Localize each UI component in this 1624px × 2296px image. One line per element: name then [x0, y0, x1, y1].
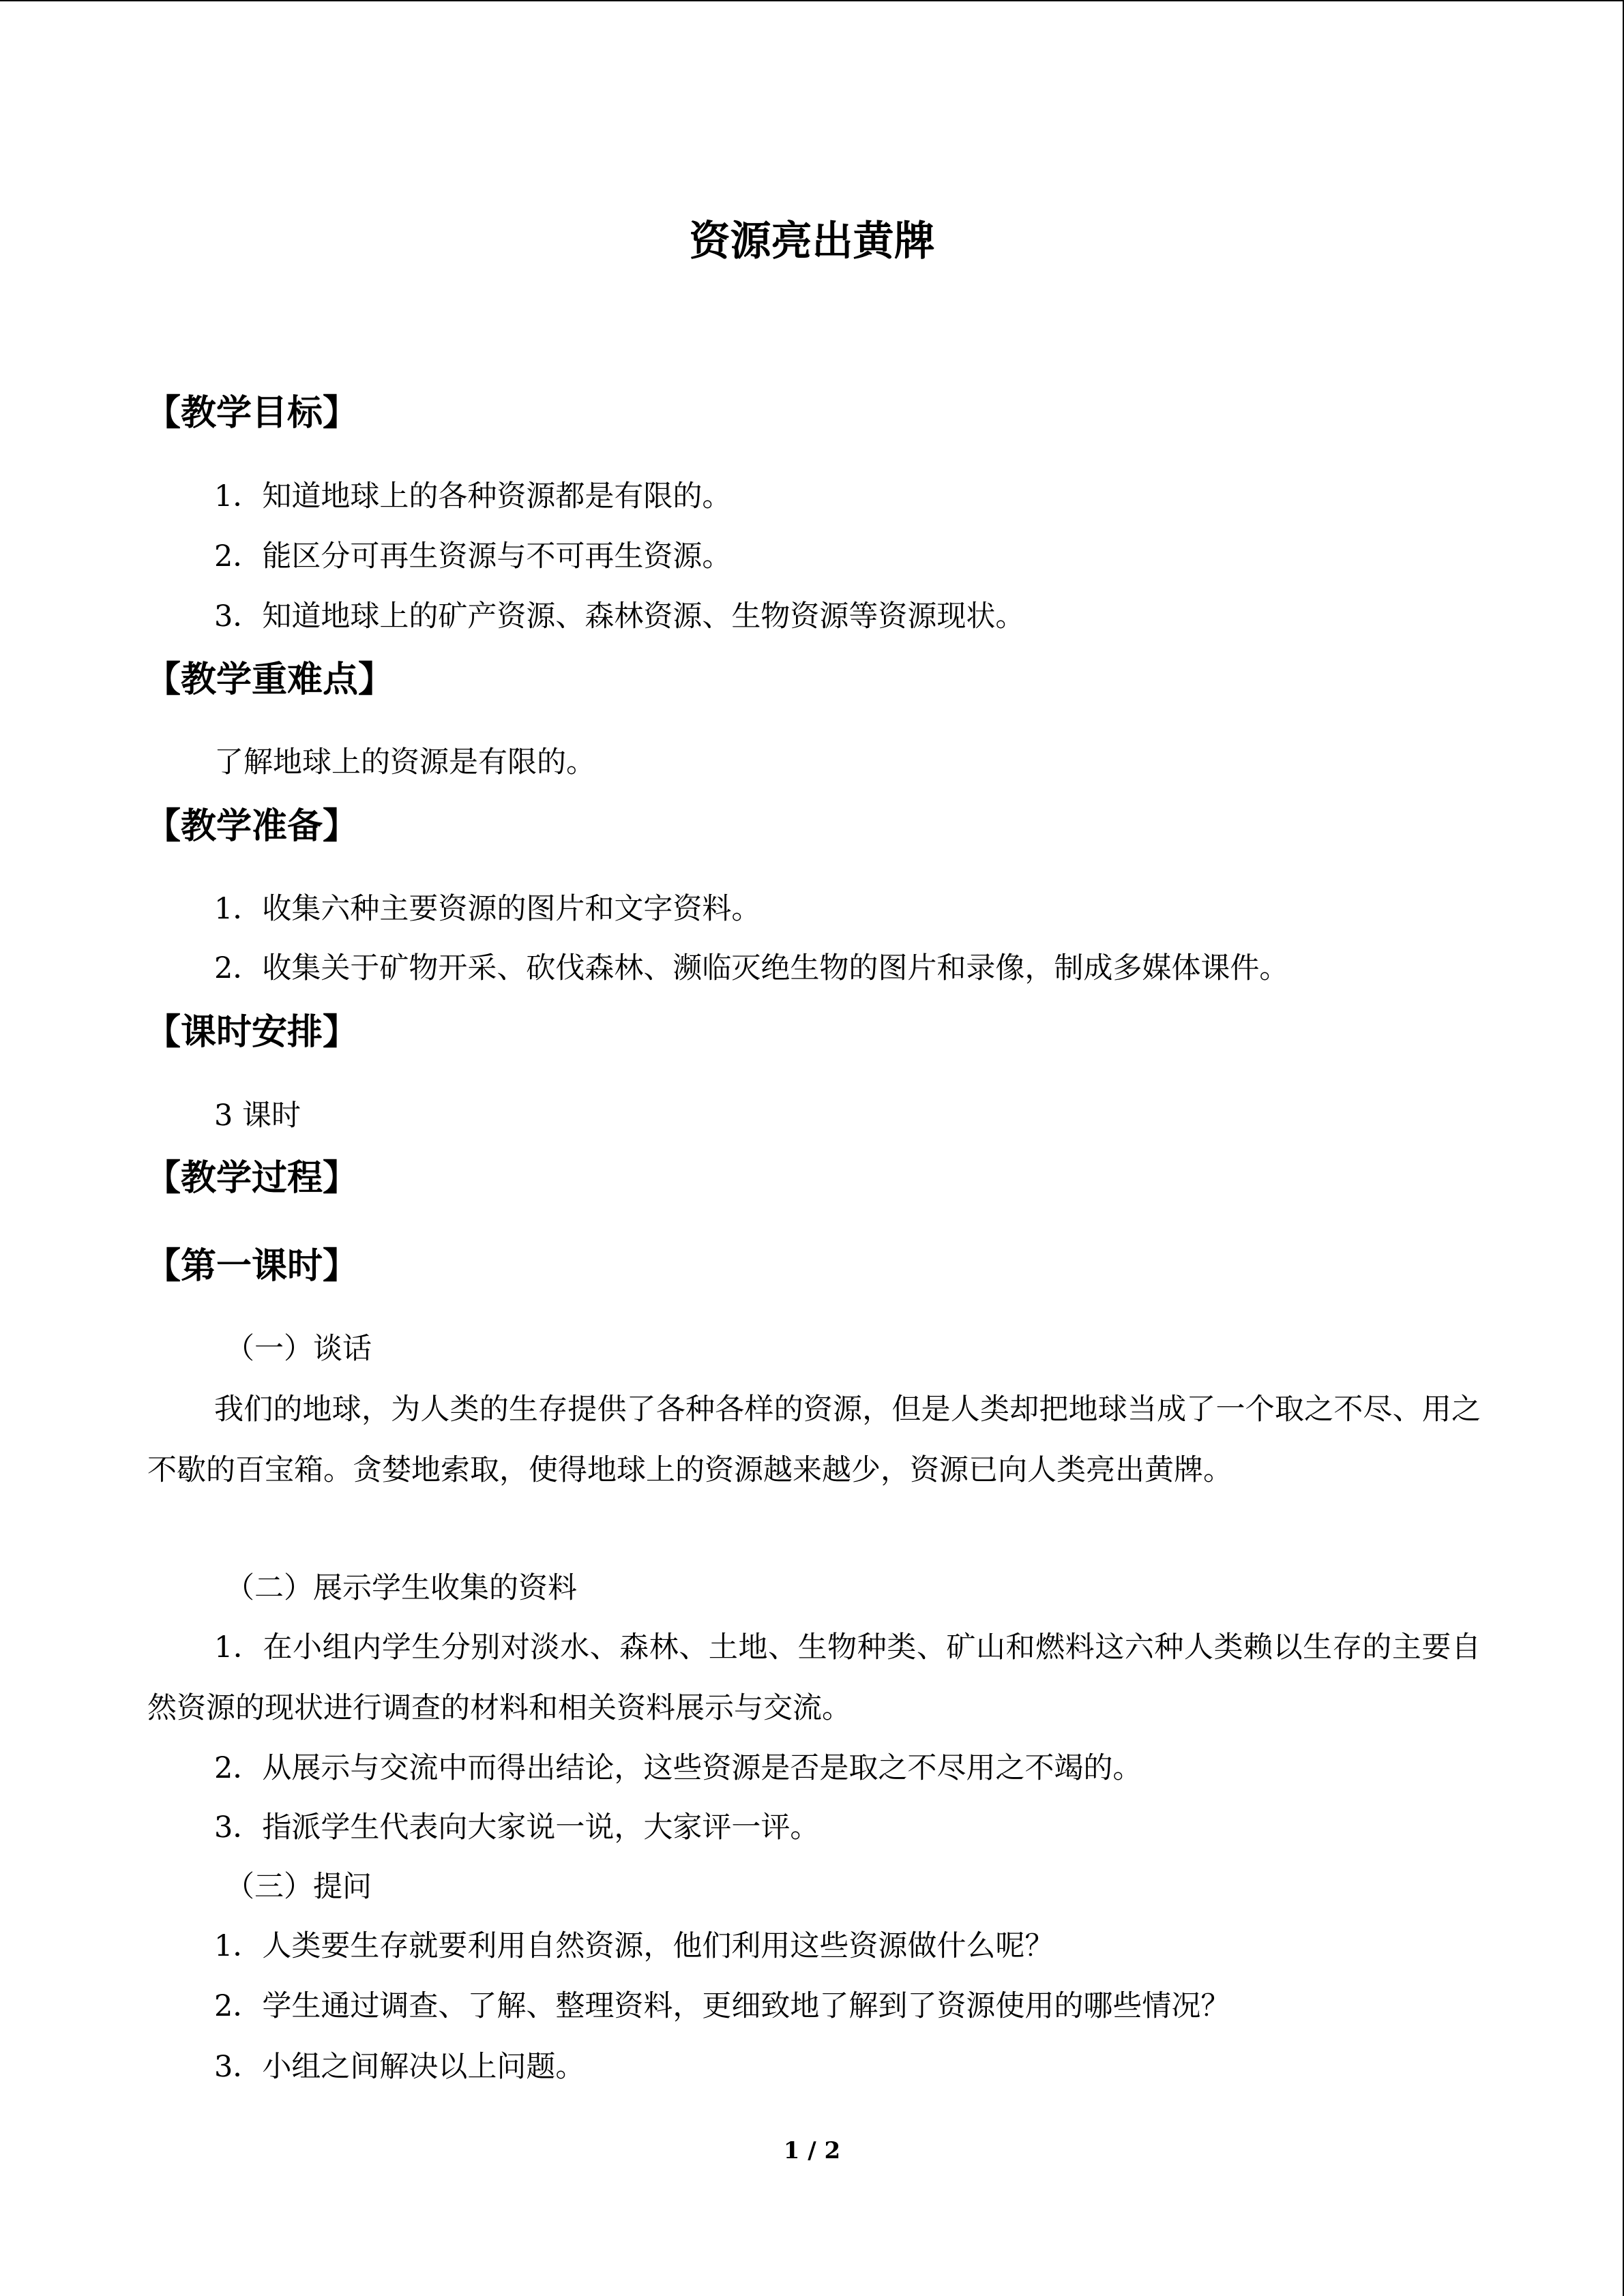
- objective-item: 2．能区分可再生资源与不可再生资源。: [214, 539, 732, 573]
- schedule-text: 3 课时: [214, 1099, 301, 1133]
- key-points-text: 了解地球上的资源是有限的。: [214, 745, 595, 779]
- page-title: 资源亮出黄牌: [689, 218, 935, 265]
- question-item: 3．小组之间解决以上问题。: [214, 2050, 585, 2084]
- preparation-item: 1．收集六种主要资源的图片和文字资料。: [214, 892, 761, 926]
- objective-item: 3．知道地球上的矿产资源、森林资源、生物资源等资源现状。: [214, 599, 1025, 633]
- part-title-question: （三）提问: [225, 1870, 372, 1904]
- section-heading-lesson1: 【第一课时】: [145, 1246, 359, 1287]
- page-number: 1 / 2: [783, 2137, 841, 2164]
- section-heading-objectives: 【教学目标】: [145, 393, 359, 434]
- section-heading-process: 【教学过程】: [145, 1158, 359, 1199]
- display-item: 3．指派学生代表向大家说一说，大家评一评。: [214, 1810, 820, 1845]
- question-item: 1．人类要生存就要利用自然资源，他们利用这些资源做什么呢？: [214, 1929, 1054, 1963]
- talk-paragraph: 我们的地球，为人类的生存提供了各种各样的资源，但是人类却把地球当成了一个取之不尽、用之不歇的百宝箱。贪婪地索取，使得地球上的资源越来越少，资源已向人类亮出黄牌。: [147, 1392, 1481, 1487]
- section-heading-key-points: 【教学重难点】: [145, 659, 394, 700]
- section-heading-preparation: 【教学准备】: [145, 806, 359, 847]
- part-title-talk: （一）谈话: [225, 1332, 372, 1366]
- question-item: 2．学生通过调查、了解、整理资料，更细致地了解到了资源使用的哪些情况？: [214, 1989, 1230, 2023]
- display-item: 1．在小组内学生分别对淡水、森林、土地、生物种类、矿山和燃料这六种人类赖以生存的主要自然资源的现状进行调查的材料和相关资料展示与交流。: [147, 1630, 1481, 1725]
- part-title-display: （二）展示学生收集的资料: [225, 1571, 577, 1605]
- objective-item: 1．知道地球上的各种资源都是有限的。: [214, 479, 732, 513]
- section-heading-schedule: 【课时安排】: [145, 1012, 359, 1053]
- preparation-item: 2．收集关于矿物开采、砍伐森林、濒临灭绝生物的图片和录像，制成多媒体课件。: [214, 951, 1289, 985]
- display-item: 2．从展示与交流中而得出结论，这些资源是否是取之不尽用之不竭的。: [214, 1751, 1142, 1785]
